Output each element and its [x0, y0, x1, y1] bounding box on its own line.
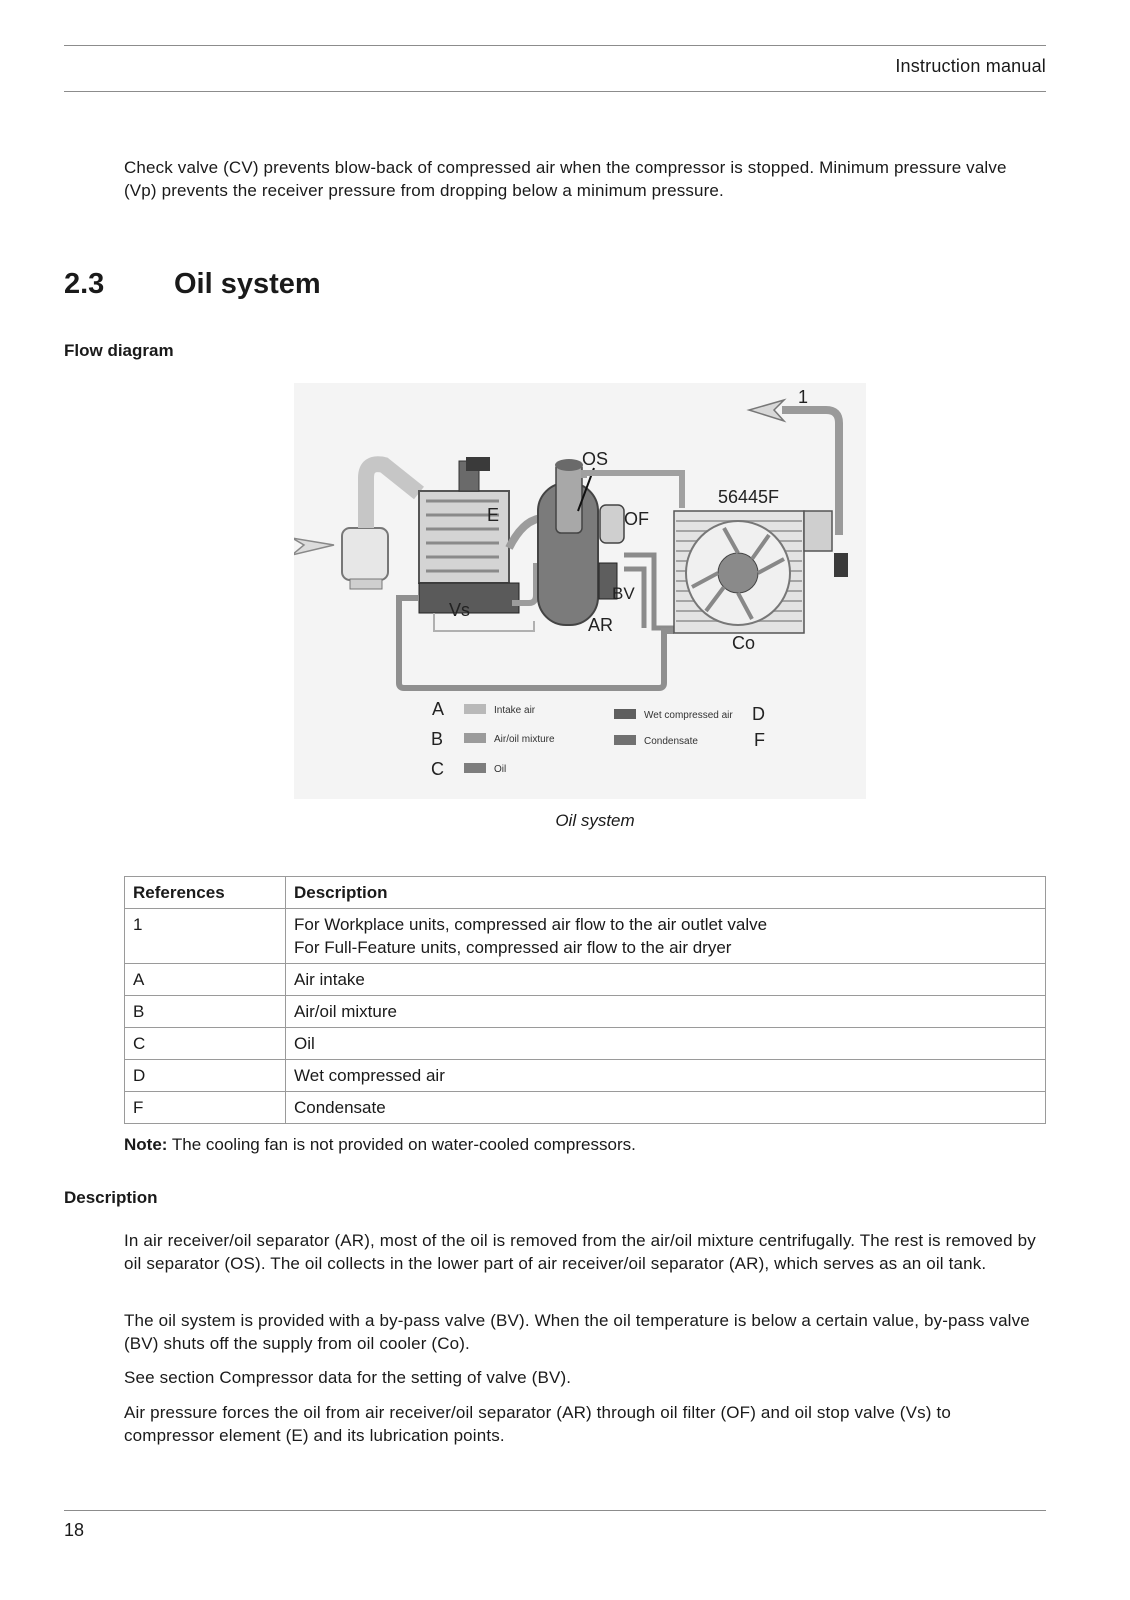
- legend: [431, 699, 765, 779]
- legend-text-f: Condensate: [644, 736, 698, 747]
- label-ar: AR: [588, 615, 614, 635]
- aftercooler: [804, 511, 832, 551]
- description-heading: Description: [64, 1188, 158, 1207]
- intake-arrow: [294, 538, 334, 555]
- header-bottom-rule: [64, 91, 1046, 92]
- label-vs: Vs: [449, 600, 471, 620]
- description-paragraph: Air pressure forces the oil from air receiver/oil separator (AR) through oil filter (OF) and oil stop valve (Vs) to compressor element (E) and its lubrication points.: [124, 1403, 951, 1445]
- description-paragraph: The oil system is provided with a by-pass valve (BV). When the oil temperature is below a certain value, by-pass valve (BV) shuts off the supply from oil cooler (Co).: [124, 1311, 1030, 1353]
- label-co: Co: [732, 633, 756, 653]
- table-row: [125, 1060, 1046, 1092]
- table-cell-description: Condensate: [286, 1092, 1046, 1124]
- legend-text-b: Air/oil mixture: [494, 734, 555, 745]
- label-outlet: 1: [798, 387, 809, 407]
- table-cell-ref: D: [125, 1060, 286, 1092]
- label-figure-code: 56445F: [718, 487, 780, 507]
- table-header-description: Description: [286, 877, 1046, 909]
- label-bv: BV: [612, 584, 635, 603]
- label-of: OF: [624, 509, 649, 529]
- table-cell-ref: 1: [125, 909, 286, 964]
- legend-text-c: Oil: [494, 764, 507, 775]
- legend-letter-b: B: [431, 729, 444, 749]
- legend-letter-a: A: [432, 699, 445, 719]
- table-row: [125, 1028, 1046, 1060]
- note-text: The cooling fan is not provided on water-cooled compressors.: [167, 1135, 636, 1154]
- header-title: Instruction manual: [895, 56, 1046, 76]
- legend-swatch-f: [614, 735, 636, 745]
- legend-text-d: Wet compressed air: [644, 710, 733, 721]
- footer-rule: [64, 1510, 1046, 1511]
- legend-letter-f: F: [754, 730, 765, 750]
- table-cell-description: Air intake: [286, 964, 1046, 996]
- table-cell-description: Wet compressed air: [286, 1060, 1046, 1092]
- section-number: 2.3: [64, 268, 105, 300]
- legend-swatch-c: [464, 763, 486, 773]
- table-row: [125, 1092, 1046, 1124]
- header-top-rule: [64, 45, 1046, 46]
- figure-caption: Oil system: [555, 811, 635, 830]
- description-paragraph: See section Compressor data for the setting of valve (BV).: [124, 1368, 572, 1387]
- note: [124, 1135, 636, 1155]
- legend-swatch-a: [464, 704, 486, 714]
- legend-text-a: Intake air: [494, 705, 536, 716]
- flow-diagram-heading: Flow diagram: [64, 341, 174, 360]
- intro-paragraph: Check valve (CV) prevents blow-back of compressed air when the compressor is stopped. Minimum pressure valve (Vp) prevents the receiver pressure from dropping below a minimum pressure.: [124, 158, 1007, 200]
- table-cell-ref: B: [125, 996, 286, 1028]
- note-label: Note:: [124, 1135, 168, 1154]
- description-paragraph: In air receiver/oil separator (AR), most of the oil is removed from the air/oil mixture centrifugally. The rest is removed by oil separator (OS). The oil collects in the lower part of air receiver/oil separator (AR), which serves as an oil tank.: [124, 1231, 1036, 1273]
- page-number: 18: [64, 1520, 85, 1540]
- section-heading: [64, 268, 321, 301]
- legend-letter-c: C: [431, 759, 444, 779]
- table-row: [125, 909, 1046, 964]
- table-header-references: References: [125, 877, 286, 909]
- legend-swatch-b: [464, 733, 486, 743]
- oil-system-diagram: [294, 383, 866, 799]
- label-os: OS: [582, 449, 609, 469]
- description-line: For Workplace units, compressed air flow to the air outlet valve: [294, 915, 768, 934]
- label-element: E: [487, 505, 500, 525]
- outlet-arrow: [749, 400, 784, 421]
- table-row: [125, 964, 1046, 996]
- oil-filter: [600, 505, 624, 543]
- references-table: [124, 876, 1046, 1124]
- legend-letter-d: D: [752, 704, 765, 724]
- description-line: For Full-Feature units, compressed air flow to the air dryer: [294, 938, 732, 957]
- section-title: Oil system: [174, 268, 321, 300]
- table-cell-ref: C: [125, 1028, 286, 1060]
- table-row: [125, 996, 1046, 1028]
- table-header-row: [125, 877, 1046, 909]
- table-cell-ref: A: [125, 964, 286, 996]
- table-cell-description: Air/oil mixture: [286, 996, 1046, 1028]
- legend-swatch-d: [614, 709, 636, 719]
- table-cell-description: [286, 909, 1046, 964]
- intake-pipe: [366, 464, 419, 528]
- intake-filter: [342, 528, 388, 580]
- compressed-air-pipe: [584, 473, 682, 508]
- table-cell-ref: F: [125, 1092, 286, 1124]
- table-cell-description: Oil: [286, 1028, 1046, 1060]
